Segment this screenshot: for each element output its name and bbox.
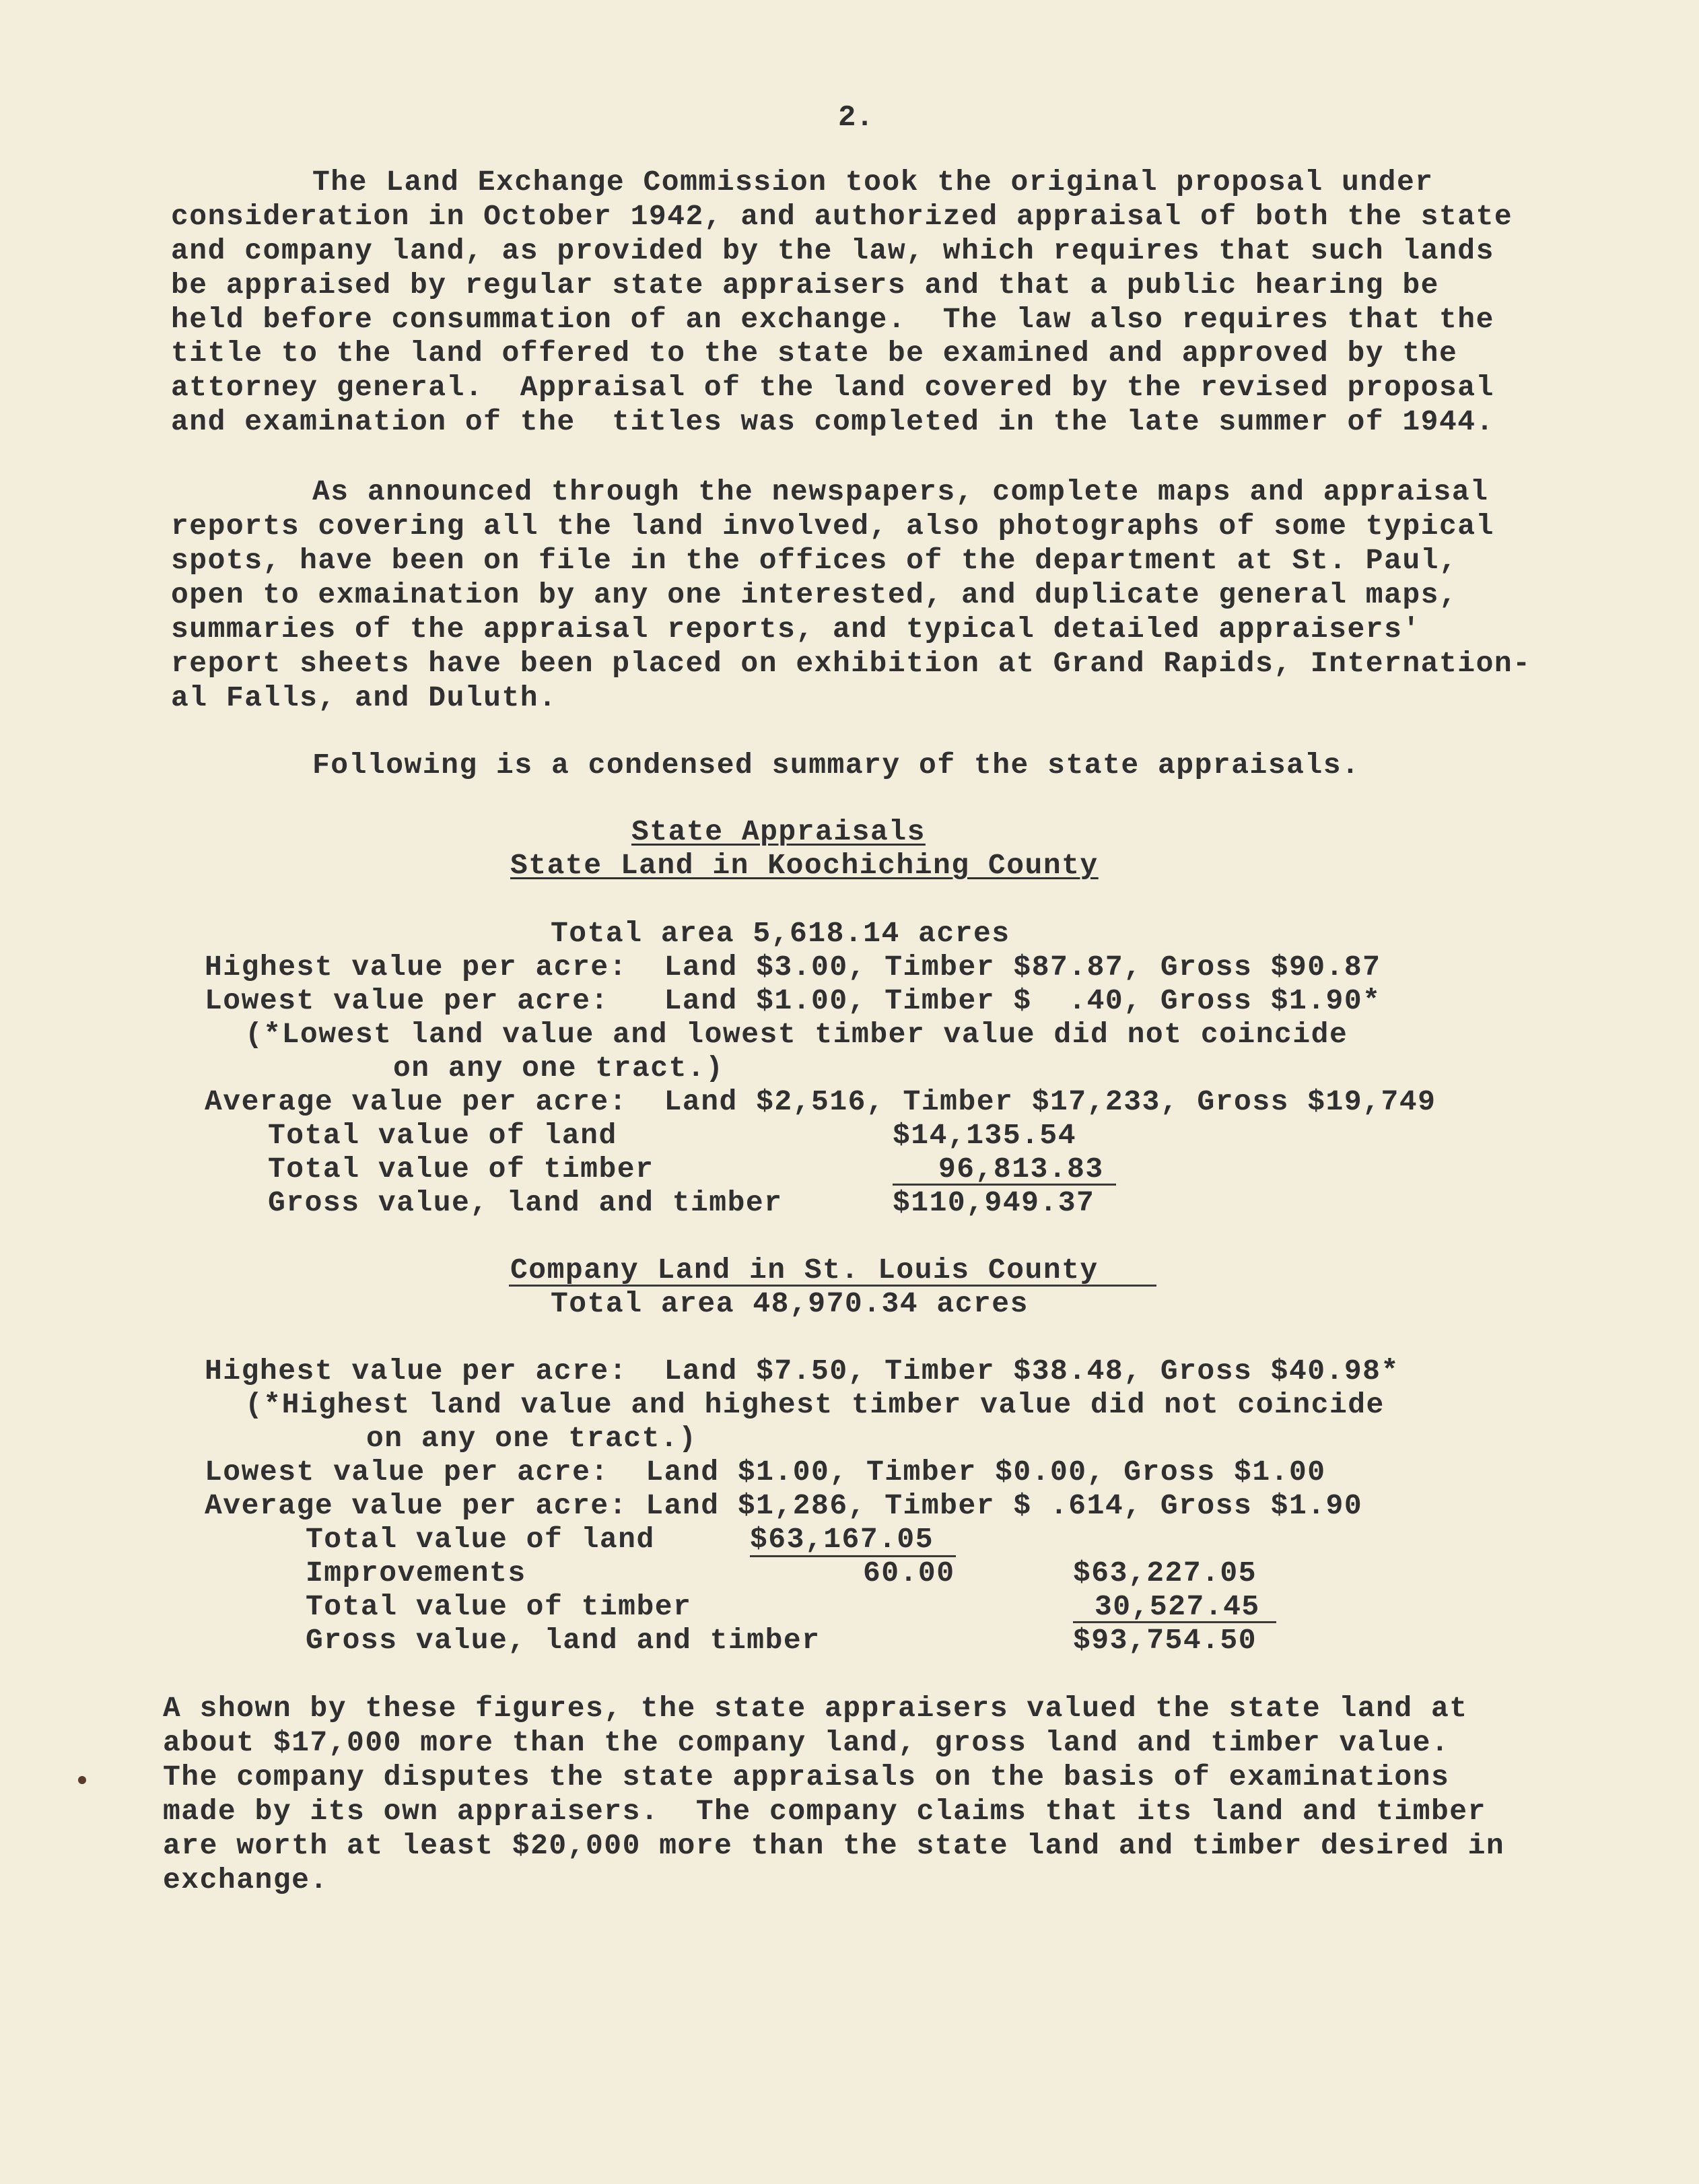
sum-rule <box>750 1555 956 1557</box>
row-label: Gross value, land and timber <box>268 1186 783 1219</box>
row-amount: $63,167.05 <box>750 1523 934 1556</box>
section-subheading: State Land in Koochiching County <box>510 849 1099 882</box>
text-line: be appraised by regular state appraisers and that a public hearing be <box>171 269 1439 302</box>
text-line: are worth at least $20,000 more than the state land and timber desired in <box>163 1829 1505 1862</box>
footnote-line: on any one tract.) <box>393 1052 724 1085</box>
row-subtotal: $63,227.05 <box>1073 1557 1257 1590</box>
highest-value-line: Highest value per acre: Land $7.50, Timber $38.48, Gross $40.98* <box>205 1355 1399 1388</box>
text-line: reports covering all the land involved, also photographs of some typical <box>171 510 1494 543</box>
text-line: As announced through the newspapers, complete maps and appraisal <box>312 475 1489 508</box>
section-heading: Company Land in St. Louis County <box>510 1254 1099 1287</box>
row-label: Total value of timber <box>268 1153 654 1186</box>
row-label: Improvements <box>306 1557 526 1590</box>
ink-spot <box>78 1776 86 1784</box>
text-line: exchange. <box>163 1864 328 1897</box>
lowest-value-line: Lowest value per acre: Land $1.00, Timber $0.00, Gross $1.00 <box>205 1456 1326 1489</box>
row-amount: 96,813.83 <box>938 1153 1104 1186</box>
text-line: al Falls, and Duluth. <box>171 681 557 714</box>
footnote-line: (*Lowest land value and lowest timber value did not coincide <box>245 1018 1348 1051</box>
row-amount: $14,135.54 <box>893 1119 1077 1152</box>
row-label: Total value of land <box>306 1523 655 1556</box>
highest-value-line: Highest value per acre: Land $3.00, Timber $87.87, Gross $90.87 <box>205 951 1381 984</box>
text-line: open to exmaination by any one interested, and duplicate general maps, <box>171 578 1458 611</box>
text-line: title to the land offered to the state be examined and approved by the <box>171 337 1458 370</box>
text-line: The company disputes the state appraisals on the basis of examinations <box>163 1761 1450 1794</box>
text-line: summaries of the appraisal reports, and typical detailed appraisers' <box>171 613 1421 646</box>
lowest-value-line: Lowest value per acre: Land $1.00, Timber $ .40, Gross $1.90* <box>205 984 1381 1017</box>
row-label: Total value of land <box>268 1119 617 1152</box>
row-subtotal: 30,527.45 <box>1095 1590 1260 1623</box>
average-value-line: Average value per acre: Land $1,286, Timber $ .614, Gross $1.90 <box>205 1489 1363 1522</box>
paragraph-3: Following is a condensed summary of the state appraisals. <box>312 749 1360 782</box>
footnote-line: on any one tract.) <box>366 1422 697 1455</box>
text-line: made by its own appraisers. The company claims that its land and timber <box>163 1795 1486 1828</box>
text-line: attorney general. Appraisal of the land covered by the revised proposal <box>171 371 1494 404</box>
sum-rule <box>1073 1621 1276 1623</box>
text-line: report sheets have been placed on exhibition at Grand Rapids, Internation- <box>171 647 1531 680</box>
page-number: 2. <box>838 101 874 135</box>
text-line: The Land Exchange Commission took the original proposal under <box>312 166 1434 199</box>
row-subtotal: $93,754.50 <box>1073 1624 1257 1657</box>
text-line: A shown by these figures, the state appraisers valued the state land at <box>163 1692 1468 1725</box>
text-line: about $17,000 more than the company land, gross land and timber value. <box>163 1726 1450 1759</box>
section-heading: State Appraisals <box>631 815 926 848</box>
total-area: Total area 48,970.34 acres <box>551 1287 1029 1320</box>
text-line: and company land, as provided by the law, which requires that such lands <box>171 234 1494 267</box>
text-line: held before consummation of an exchange. The law also requires that the <box>171 303 1494 336</box>
text-line: and examination of the titles was completed in the late summer of 1944. <box>171 405 1494 438</box>
average-value-line: Average value per acre: Land $2,516, Timber $17,233, Gross $19,749 <box>205 1085 1436 1118</box>
row-amount: $110,949.37 <box>893 1186 1095 1219</box>
row-label: Gross value, land and timber <box>306 1624 821 1657</box>
text-line: spots, have been on file in the offices of the department at St. Paul, <box>171 544 1458 577</box>
text-line: consideration in October 1942, and authorized appraisal of both the state <box>171 200 1513 233</box>
sum-rule <box>893 1184 1116 1186</box>
row-label: Total value of timber <box>306 1590 692 1623</box>
footnote-line: (*Highest land value and highest timber value did not coincide <box>245 1388 1385 1421</box>
total-area: Total area 5,618.14 acres <box>551 917 1010 950</box>
heading-rule <box>509 1285 1156 1287</box>
row-amount: 60.00 <box>863 1557 955 1590</box>
